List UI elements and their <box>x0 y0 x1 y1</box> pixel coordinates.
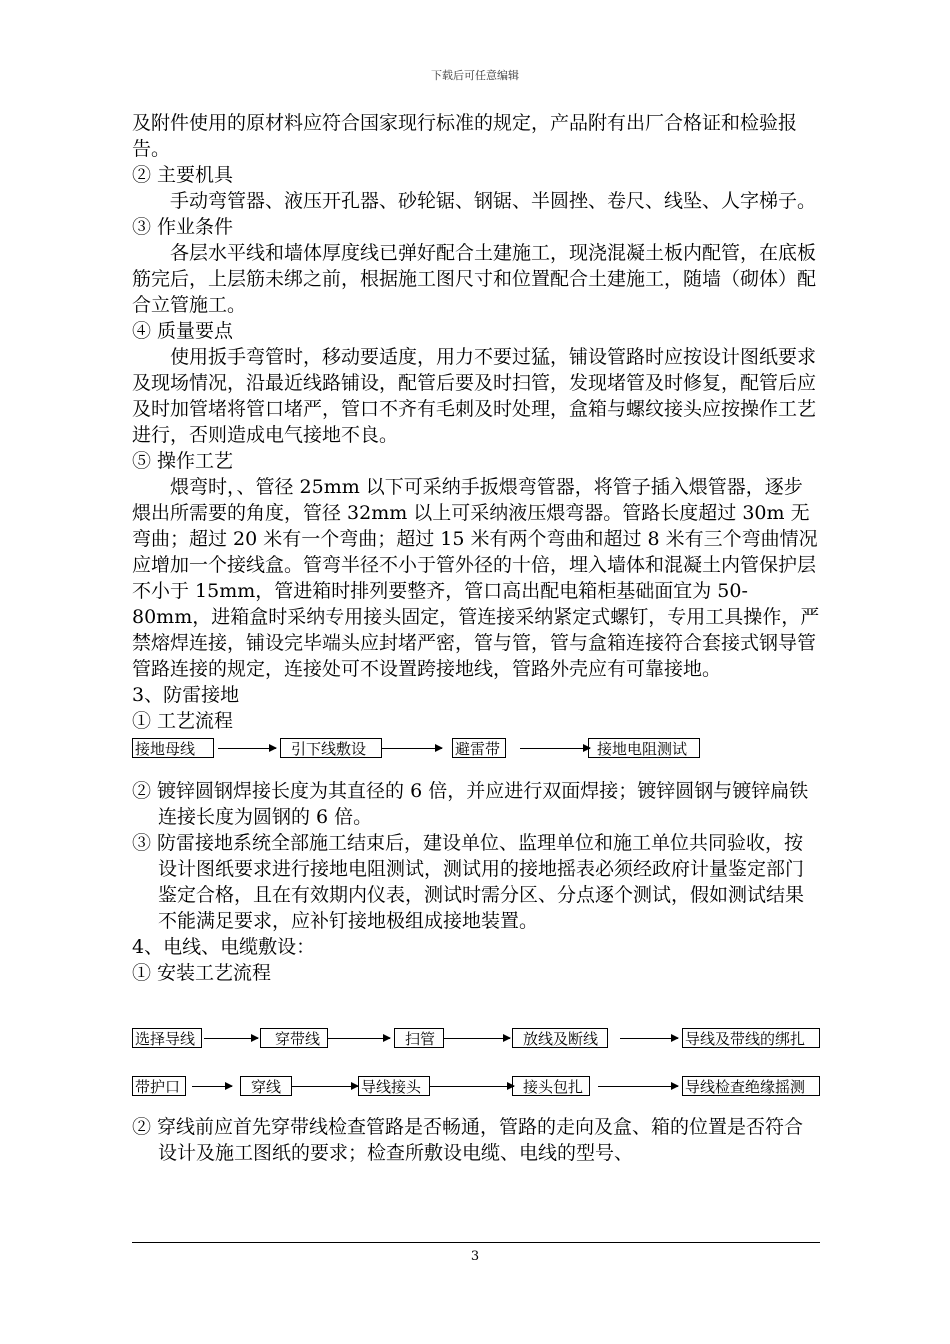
flow-arrow <box>192 1086 232 1087</box>
flow-box: 接地电阻测试 <box>588 738 700 758</box>
flow-box: 接头包扎 <box>512 1076 590 1096</box>
heading-tools: ② 主要机具 <box>132 164 234 186</box>
heading-quality: ④ 质量要点 <box>132 320 234 342</box>
item-3-3: ③ 防雷接地系统全部施工结束后，建设单位、监理单位和施工单位共同验收，按设计图纸要求进行接地电阻测试，测试用的接地摇表必须经政府计量鉴定部门鉴定合格，且在有效期内仪表，测试时需分区、分点逐个测试，假如测试结果不能满足要求，应补钉接地极组成接地装置。 <box>132 832 805 932</box>
flow-arrow <box>520 748 590 749</box>
footer-divider <box>132 1242 820 1243</box>
flow-box: 引下线敷设 <box>280 738 382 758</box>
flow-arrow <box>204 1038 258 1039</box>
heading-flow2: ① 安装工艺流程 <box>132 962 272 984</box>
item-3-2: ② 镀锌圆钢焊接长度为其直径的 6 倍，并应进行双面焊接；镀锌圆钢与镀锌扁铁连接长度为圆钢的 6 倍。 <box>132 780 809 828</box>
section-3-heading: 3、防雷接地 <box>132 684 240 706</box>
flow-wiring-row1 <box>132 1024 820 1052</box>
page-header: 下载后可任意编辑 <box>431 69 519 82</box>
heading-conditions: ③ 作业条件 <box>132 216 234 238</box>
flow-wiring-row2 <box>132 1072 820 1100</box>
flow-box: 导线接头 <box>358 1076 430 1096</box>
heading-flow1: ① 工艺流程 <box>132 710 234 732</box>
paragraph-tools: 手动弯管器、液压开孔器、砂轮锯、钢锯、半圆挫、卷尺、线坠、人字梯子。 <box>170 190 817 212</box>
page-number: 3 <box>470 1249 480 1264</box>
flow-arrow <box>328 1038 390 1039</box>
flow-box: 导线及带线的绑扎 <box>682 1028 820 1048</box>
flow-box: 导线检查绝缘摇测 <box>682 1076 820 1096</box>
flow-box: 放线及断线 <box>512 1028 608 1048</box>
document-body <box>132 110 820 1166</box>
paragraph-process: 煨弯时，、管径 25mm 以下可采纳手扳煨弯管器，将管子插入煨管器，逐步煨出所需要的角度，管径 32mm 以上可采纳液压煨弯器。管路长度超过 30m 无弯曲；超过 20 米有一个弯曲；超过 15 米有两个弯曲和超过 8 米有三个弯曲情况应增加一个接线盒。管弯半径不小于管外径的十倍，埋入墙体和混凝土内管保护层不小于 15mm，管进箱时排列要整齐，管口高出配电箱柜基础面宜为 50-80mm，进箱盒时采纳专用接头固定，管连接采纳紧定式螺钉，专用工具操作，严禁熔焊连接，铺设完毕端头应封堵严密，管与管，管与盒箱连接符合套接式钢导管管路连接的规定，连接处可不设置跨接地线，管路外壳应有可靠接地。 <box>132 476 820 680</box>
item-4-2: ② 穿线前应首先穿带线检查管路是否畅通，管路的走向及盒、箱的位置是否符合设计及施工图纸的要求；检查所敷设电缆、电线的型号、 <box>132 1116 804 1164</box>
flow-arrow <box>598 1086 678 1087</box>
section-4-heading: 4、电线、电缆敷设： <box>132 936 316 958</box>
heading-process: ⑤ 操作工艺 <box>132 450 234 472</box>
flow-box: 扫管 <box>394 1028 444 1048</box>
flow-arrow <box>620 1038 678 1039</box>
flow-arrow <box>292 1086 358 1087</box>
flow-box: 带护口 <box>132 1076 186 1096</box>
flow-box: 避雷带 <box>452 738 506 758</box>
flow-arrow <box>382 748 442 749</box>
flow-box: 接地母线 <box>132 738 214 758</box>
flow-box: 穿线 <box>240 1076 292 1096</box>
flow-box: 穿带线 <box>260 1028 328 1048</box>
paragraph: 及附件使用的原材料应符合国家现行标准的规定，产品附有出厂合格证和检验报告。 <box>132 112 798 160</box>
flow-arrow <box>444 1038 510 1039</box>
flow-arrow <box>218 748 276 749</box>
flow-lightning-protection <box>132 734 820 762</box>
flow-box: 选择导线 <box>132 1028 202 1048</box>
flow-arrow <box>430 1086 514 1087</box>
paragraph-conditions: 各层水平线和墙体厚度线已弹好配合土建施工，现浇混凝土板内配管，在底板筋完后，上层筋未绑之前，根据施工图尺寸和位置配合土建施工，随墙（砌体）配合立管施工。 <box>132 242 817 316</box>
paragraph-quality: 使用扳手弯管时，移动要适度，用力不要过猛，铺设管路时应按设计图纸要求及现场情况，沿最近线路铺设，配管后要及时扫管，发现堵管及时修复，配管后应及时加管堵将管口堵严，管口不齐有毛刺及时处理，盒箱与螺纹接头应按操作工艺进行，否则造成电气接地不良。 <box>132 346 817 446</box>
